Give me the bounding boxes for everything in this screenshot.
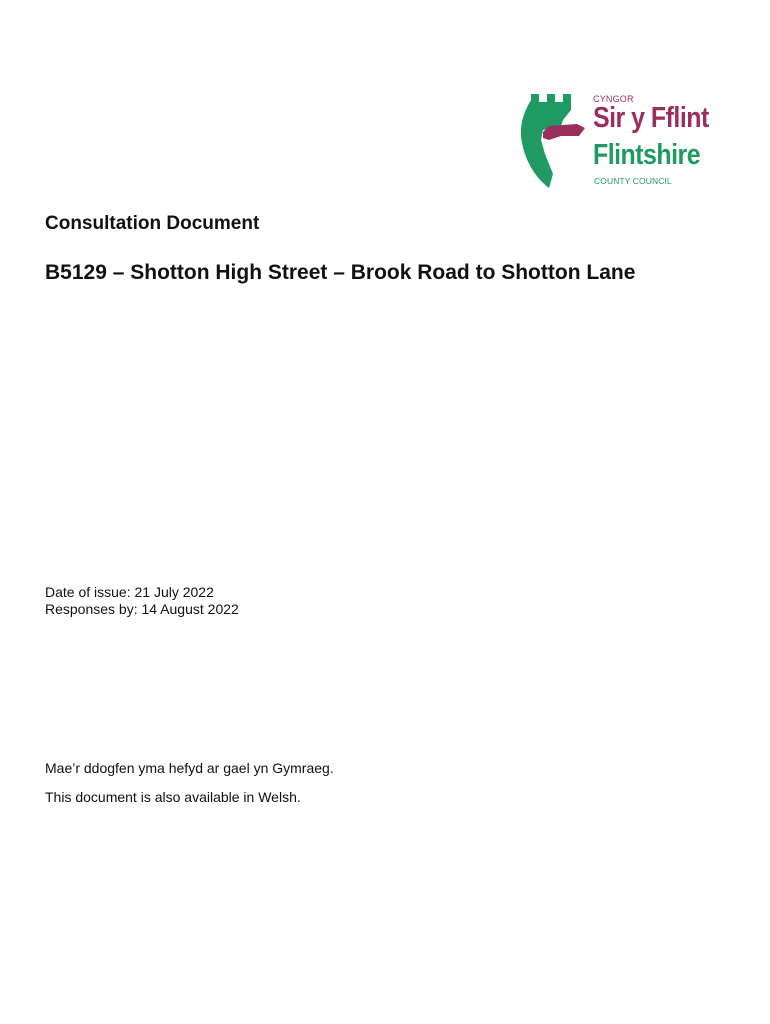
welsh-availability-notice: Mae’r ddogfen yma hefyd ar gael yn Gymraeg. — [45, 760, 334, 776]
council-logo — [519, 92, 729, 190]
responses-by: Responses by: 14 August 2022 — [45, 601, 239, 617]
document-title: B5129 – Shotton High Street – Brook Road to Shotton Lane — [45, 261, 636, 284]
logo-county-council-text: COUNTY COUNCIL — [594, 176, 672, 186]
dates-block — [45, 584, 239, 618]
logo-english-name: Flintshire — [593, 139, 701, 171]
document-type-heading: Consultation Document — [45, 213, 260, 234]
logo-cyngor-text: CYNGOR — [593, 94, 634, 104]
logo-welsh-name: Sir y Fflint — [593, 102, 709, 134]
date-of-issue: Date of issue: 21 July 2022 — [45, 584, 214, 600]
english-availability-notice: This document is also available in Welsh. — [45, 789, 301, 805]
castle-flag-emblem — [519, 92, 587, 190]
